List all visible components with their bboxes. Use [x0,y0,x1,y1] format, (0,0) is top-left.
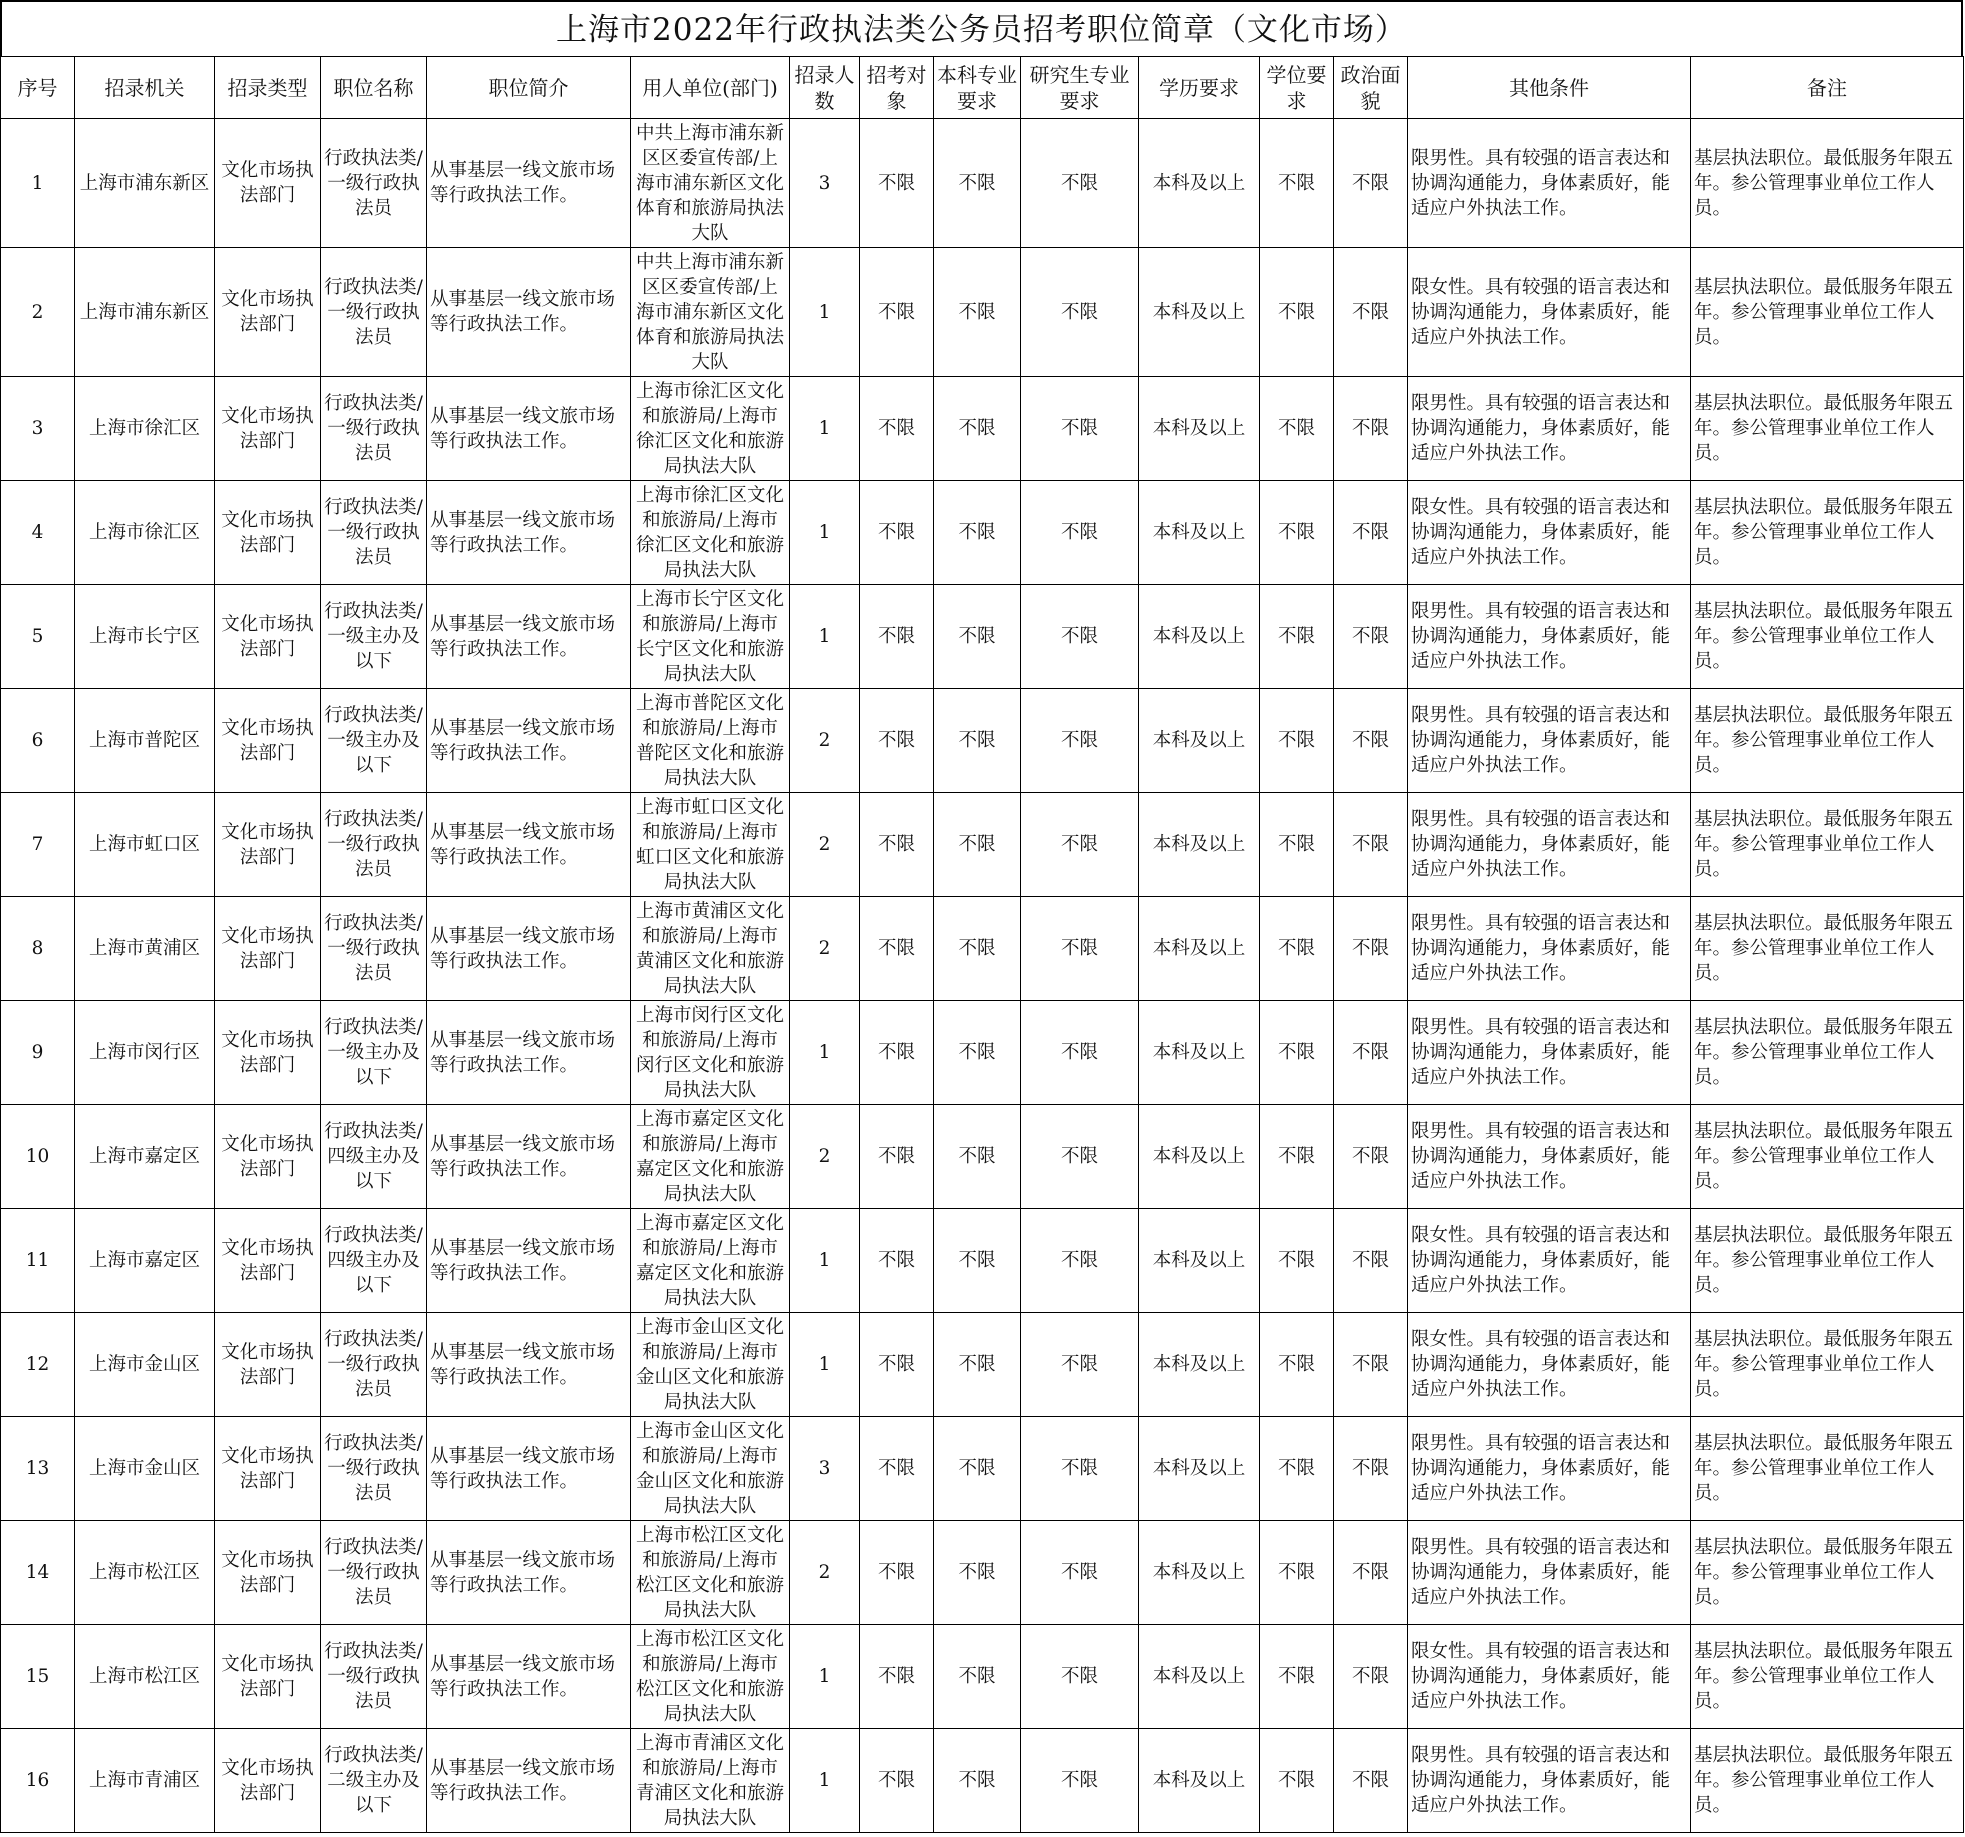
cell-type: 文化市场执法部门 [215,897,321,1001]
cell-grad-major: 不限 [1021,1521,1139,1625]
cell-seq: 15 [1,1625,75,1729]
cell-grad-major: 不限 [1021,1105,1139,1209]
cell-target: 不限 [860,1625,934,1729]
table-row [1,1105,1964,1209]
cell-degree: 不限 [1260,1521,1334,1625]
cell-political: 不限 [1334,1729,1408,1833]
cell-degree: 不限 [1260,1105,1334,1209]
cell-type: 文化市场执法部门 [215,481,321,585]
cell-org: 上海市长宁区 [75,585,215,689]
cell-target: 不限 [860,689,934,793]
cell-edu: 本科及以上 [1139,1729,1260,1833]
cell-seq: 16 [1,1729,75,1833]
cell-political: 不限 [1334,793,1408,897]
cell-org: 上海市松江区 [75,1521,215,1625]
cell-position: 行政执法类/一级行政执法员 [321,377,427,481]
cell-remark: 基层执法职位。最低服务年限五年。参公管理事业单位工作人员。 [1691,585,1964,689]
cell-edu: 本科及以上 [1139,1209,1260,1313]
table-row [1,119,1964,248]
cell-degree: 不限 [1260,481,1334,585]
cell-degree: 不限 [1260,1001,1334,1105]
cell-grad-major: 不限 [1021,1417,1139,1521]
cell-count: 1 [790,1729,860,1833]
cell-other: 限男性。具有较强的语言表达和协调沟通能力，身体素质好，能适应户外执法工作。 [1408,1521,1691,1625]
table-row [1,1521,1964,1625]
cell-edu: 本科及以上 [1139,897,1260,1001]
cell-ug-major: 不限 [934,585,1021,689]
cell-political: 不限 [1334,1313,1408,1417]
cell-position: 行政执法类/一级主办及以下 [321,585,427,689]
cell-unit: 上海市金山区文化和旅游局/上海市金山区文化和旅游局执法大队 [631,1313,790,1417]
cell-unit: 上海市松江区文化和旅游局/上海市松江区文化和旅游局执法大队 [631,1521,790,1625]
header-edu: 学历要求 [1139,57,1260,119]
cell-political: 不限 [1334,119,1408,248]
cell-seq: 14 [1,1521,75,1625]
table-row [1,585,1964,689]
cell-org: 上海市松江区 [75,1625,215,1729]
cell-desc: 从事基层一线文旅市场等行政执法工作。 [427,1001,631,1105]
cell-edu: 本科及以上 [1139,1001,1260,1105]
cell-degree: 不限 [1260,793,1334,897]
cell-seq: 2 [1,248,75,377]
cell-political: 不限 [1334,689,1408,793]
cell-edu: 本科及以上 [1139,585,1260,689]
cell-other: 限男性。具有较强的语言表达和协调沟通能力，身体素质好，能适应户外执法工作。 [1408,585,1691,689]
cell-ug-major: 不限 [934,1417,1021,1521]
cell-org: 上海市青浦区 [75,1729,215,1833]
cell-org: 上海市金山区 [75,1417,215,1521]
cell-remark: 基层执法职位。最低服务年限五年。参公管理事业单位工作人员。 [1691,481,1964,585]
cell-grad-major: 不限 [1021,793,1139,897]
cell-political: 不限 [1334,1001,1408,1105]
cell-desc: 从事基层一线文旅市场等行政执法工作。 [427,481,631,585]
cell-position: 行政执法类/一级行政执法员 [321,1625,427,1729]
cell-target: 不限 [860,481,934,585]
cell-count: 1 [790,585,860,689]
cell-count: 2 [790,689,860,793]
cell-ug-major: 不限 [934,1625,1021,1729]
cell-remark: 基层执法职位。最低服务年限五年。参公管理事业单位工作人员。 [1691,793,1964,897]
header-unit: 用人单位(部门) [631,57,790,119]
cell-political: 不限 [1334,1625,1408,1729]
table-row [1,481,1964,585]
cell-position: 行政执法类/一级行政执法员 [321,1313,427,1417]
cell-other: 限男性。具有较强的语言表达和协调沟通能力，身体素质好，能适应户外执法工作。 [1408,1001,1691,1105]
cell-type: 文化市场执法部门 [215,793,321,897]
cell-unit: 上海市长宁区文化和旅游局/上海市长宁区文化和旅游局执法大队 [631,585,790,689]
cell-type: 文化市场执法部门 [215,1417,321,1521]
cell-degree: 不限 [1260,585,1334,689]
header-type: 招录类型 [215,57,321,119]
cell-degree: 不限 [1260,1313,1334,1417]
cell-desc: 从事基层一线文旅市场等行政执法工作。 [427,1209,631,1313]
cell-other: 限男性。具有较强的语言表达和协调沟通能力，身体素质好，能适应户外执法工作。 [1408,1105,1691,1209]
cell-target: 不限 [860,1521,934,1625]
table-row [1,377,1964,481]
cell-org: 上海市嘉定区 [75,1209,215,1313]
cell-position: 行政执法类/一级行政执法员 [321,897,427,1001]
cell-political: 不限 [1334,897,1408,1001]
cell-desc: 从事基层一线文旅市场等行政执法工作。 [427,1729,631,1833]
cell-desc: 从事基层一线文旅市场等行政执法工作。 [427,119,631,248]
cell-edu: 本科及以上 [1139,1313,1260,1417]
cell-target: 不限 [860,897,934,1001]
cell-grad-major: 不限 [1021,248,1139,377]
cell-type: 文化市场执法部门 [215,585,321,689]
cell-position: 行政执法类/一级行政执法员 [321,248,427,377]
cell-degree: 不限 [1260,897,1334,1001]
cell-ug-major: 不限 [934,481,1021,585]
cell-political: 不限 [1334,377,1408,481]
cell-edu: 本科及以上 [1139,1625,1260,1729]
table-row [1,897,1964,1001]
cell-seq: 6 [1,689,75,793]
cell-remark: 基层执法职位。最低服务年限五年。参公管理事业单位工作人员。 [1691,1625,1964,1729]
cell-edu: 本科及以上 [1139,119,1260,248]
cell-degree: 不限 [1260,119,1334,248]
cell-position: 行政执法类/一级行政执法员 [321,793,427,897]
cell-org: 上海市金山区 [75,1313,215,1417]
cell-unit: 上海市徐汇区文化和旅游局/上海市徐汇区文化和旅游局执法大队 [631,481,790,585]
cell-org: 上海市普陀区 [75,689,215,793]
cell-type: 文化市场执法部门 [215,689,321,793]
cell-ug-major: 不限 [934,793,1021,897]
cell-ug-major: 不限 [934,1105,1021,1209]
cell-other: 限女性。具有较强的语言表达和协调沟通能力，身体素质好，能适应户外执法工作。 [1408,1625,1691,1729]
cell-edu: 本科及以上 [1139,1417,1260,1521]
cell-degree: 不限 [1260,1209,1334,1313]
cell-target: 不限 [860,793,934,897]
cell-org: 上海市徐汇区 [75,481,215,585]
cell-edu: 本科及以上 [1139,481,1260,585]
cell-target: 不限 [860,119,934,248]
cell-degree: 不限 [1260,248,1334,377]
cell-unit: 上海市闵行区文化和旅游局/上海市闵行区文化和旅游局执法大队 [631,1001,790,1105]
cell-desc: 从事基层一线文旅市场等行政执法工作。 [427,793,631,897]
header-political: 政治面貌 [1334,57,1408,119]
cell-seq: 1 [1,119,75,248]
cell-target: 不限 [860,1001,934,1105]
cell-degree: 不限 [1260,689,1334,793]
cell-desc: 从事基层一线文旅市场等行政执法工作。 [427,1105,631,1209]
cell-seq: 11 [1,1209,75,1313]
cell-org: 上海市浦东新区 [75,119,215,248]
cell-position: 行政执法类/二级主办及以下 [321,1729,427,1833]
header-other: 其他条件 [1408,57,1691,119]
cell-ug-major: 不限 [934,689,1021,793]
header-desc: 职位简介 [427,57,631,119]
cell-count: 2 [790,897,860,1001]
cell-position: 行政执法类/四级主办及以下 [321,1209,427,1313]
cell-position: 行政执法类/一级行政执法员 [321,1417,427,1521]
header-count: 招录人数 [790,57,860,119]
cell-count: 1 [790,248,860,377]
cell-target: 不限 [860,1209,934,1313]
cell-seq: 10 [1,1105,75,1209]
cell-seq: 8 [1,897,75,1001]
cell-count: 1 [790,1001,860,1105]
cell-remark: 基层执法职位。最低服务年限五年。参公管理事业单位工作人员。 [1691,689,1964,793]
table-row [1,248,1964,377]
cell-seq: 13 [1,1417,75,1521]
cell-type: 文化市场执法部门 [215,1521,321,1625]
table-header-row [1,57,1964,119]
cell-unit: 上海市黄浦区文化和旅游局/上海市黄浦区文化和旅游局执法大队 [631,897,790,1001]
cell-seq: 12 [1,1313,75,1417]
cell-org: 上海市虹口区 [75,793,215,897]
cell-edu: 本科及以上 [1139,793,1260,897]
cell-edu: 本科及以上 [1139,1521,1260,1625]
cell-position: 行政执法类/一级行政执法员 [321,119,427,248]
cell-position: 行政执法类/一级主办及以下 [321,689,427,793]
cell-type: 文化市场执法部门 [215,1105,321,1209]
cell-grad-major: 不限 [1021,481,1139,585]
cell-count: 1 [790,1209,860,1313]
cell-type: 文化市场执法部门 [215,1729,321,1833]
cell-remark: 基层执法职位。最低服务年限五年。参公管理事业单位工作人员。 [1691,1105,1964,1209]
cell-remark: 基层执法职位。最低服务年限五年。参公管理事业单位工作人员。 [1691,1209,1964,1313]
cell-remark: 基层执法职位。最低服务年限五年。参公管理事业单位工作人员。 [1691,119,1964,248]
cell-desc: 从事基层一线文旅市场等行政执法工作。 [427,248,631,377]
cell-other: 限男性。具有较强的语言表达和协调沟通能力，身体素质好，能适应户外执法工作。 [1408,1729,1691,1833]
cell-unit: 中共上海市浦东新区区委宣传部/上海市浦东新区文化体育和旅游局执法大队 [631,119,790,248]
cell-target: 不限 [860,1417,934,1521]
table-body [1,119,1964,1833]
header-degree: 学位要求 [1260,57,1334,119]
cell-remark: 基层执法职位。最低服务年限五年。参公管理事业单位工作人员。 [1691,1417,1964,1521]
cell-type: 文化市场执法部门 [215,1001,321,1105]
cell-ug-major: 不限 [934,248,1021,377]
cell-target: 不限 [860,1105,934,1209]
header-ug-major: 本科专业要求 [934,57,1021,119]
header-position: 职位名称 [321,57,427,119]
cell-grad-major: 不限 [1021,377,1139,481]
cell-political: 不限 [1334,585,1408,689]
header-seq: 序号 [1,57,75,119]
cell-unit: 上海市松江区文化和旅游局/上海市松江区文化和旅游局执法大队 [631,1625,790,1729]
cell-grad-major: 不限 [1021,1209,1139,1313]
cell-target: 不限 [860,1729,934,1833]
cell-type: 文化市场执法部门 [215,119,321,248]
cell-ug-major: 不限 [934,119,1021,248]
cell-position: 行政执法类/四级主办及以下 [321,1105,427,1209]
cell-remark: 基层执法职位。最低服务年限五年。参公管理事业单位工作人员。 [1691,1521,1964,1625]
cell-position: 行政执法类/一级行政执法员 [321,1521,427,1625]
cell-remark: 基层执法职位。最低服务年限五年。参公管理事业单位工作人员。 [1691,1001,1964,1105]
table-row [1,1001,1964,1105]
cell-count: 1 [790,481,860,585]
cell-seq: 9 [1,1001,75,1105]
cell-grad-major: 不限 [1021,689,1139,793]
cell-other: 限男性。具有较强的语言表达和协调沟通能力，身体素质好，能适应户外执法工作。 [1408,377,1691,481]
cell-political: 不限 [1334,1209,1408,1313]
table-row [1,689,1964,793]
cell-grad-major: 不限 [1021,897,1139,1001]
cell-desc: 从事基层一线文旅市场等行政执法工作。 [427,1313,631,1417]
header-remark: 备注 [1691,57,1964,119]
cell-edu: 本科及以上 [1139,1105,1260,1209]
cell-org: 上海市嘉定区 [75,1105,215,1209]
cell-count: 1 [790,1625,860,1729]
cell-unit: 中共上海市浦东新区区委宣传部/上海市浦东新区文化体育和旅游局执法大队 [631,248,790,377]
cell-edu: 本科及以上 [1139,248,1260,377]
table-row [1,793,1964,897]
cell-grad-major: 不限 [1021,1313,1139,1417]
cell-unit: 上海市嘉定区文化和旅游局/上海市嘉定区文化和旅游局执法大队 [631,1209,790,1313]
table-row [1,1729,1964,1833]
cell-target: 不限 [860,1313,934,1417]
cell-other: 限男性。具有较强的语言表达和协调沟通能力，身体素质好，能适应户外执法工作。 [1408,793,1691,897]
cell-other: 限男性。具有较强的语言表达和协调沟通能力，身体素质好，能适应户外执法工作。 [1408,689,1691,793]
cell-degree: 不限 [1260,1625,1334,1729]
cell-desc: 从事基层一线文旅市场等行政执法工作。 [427,1521,631,1625]
cell-remark: 基层执法职位。最低服务年限五年。参公管理事业单位工作人员。 [1691,1729,1964,1833]
cell-political: 不限 [1334,1105,1408,1209]
cell-unit: 上海市徐汇区文化和旅游局/上海市徐汇区文化和旅游局执法大队 [631,377,790,481]
positions-table [0,56,1964,1833]
cell-edu: 本科及以上 [1139,689,1260,793]
cell-desc: 从事基层一线文旅市场等行政执法工作。 [427,1625,631,1729]
cell-grad-major: 不限 [1021,585,1139,689]
cell-org: 上海市黄浦区 [75,897,215,1001]
cell-political: 不限 [1334,481,1408,585]
cell-desc: 从事基层一线文旅市场等行政执法工作。 [427,377,631,481]
cell-political: 不限 [1334,248,1408,377]
cell-ug-major: 不限 [934,1313,1021,1417]
cell-grad-major: 不限 [1021,1001,1139,1105]
cell-count: 2 [790,1105,860,1209]
cell-desc: 从事基层一线文旅市场等行政执法工作。 [427,585,631,689]
cell-remark: 基层执法职位。最低服务年限五年。参公管理事业单位工作人员。 [1691,897,1964,1001]
cell-position: 行政执法类/一级主办及以下 [321,1001,427,1105]
cell-ug-major: 不限 [934,1521,1021,1625]
cell-remark: 基层执法职位。最低服务年限五年。参公管理事业单位工作人员。 [1691,1313,1964,1417]
cell-other: 限女性。具有较强的语言表达和协调沟通能力，身体素质好，能适应户外执法工作。 [1408,248,1691,377]
cell-desc: 从事基层一线文旅市场等行政执法工作。 [427,897,631,1001]
cell-other: 限男性。具有较强的语言表达和协调沟通能力，身体素质好，能适应户外执法工作。 [1408,897,1691,1001]
cell-type: 文化市场执法部门 [215,1625,321,1729]
cell-count: 1 [790,377,860,481]
cell-type: 文化市场执法部门 [215,377,321,481]
cell-count: 3 [790,1417,860,1521]
table-row [1,1417,1964,1521]
cell-other: 限女性。具有较强的语言表达和协调沟通能力，身体素质好，能适应户外执法工作。 [1408,1313,1691,1417]
cell-org: 上海市徐汇区 [75,377,215,481]
cell-degree: 不限 [1260,1417,1334,1521]
table-row [1,1313,1964,1417]
cell-other: 限男性。具有较强的语言表达和协调沟通能力，身体素质好，能适应户外执法工作。 [1408,119,1691,248]
header-org: 招录机关 [75,57,215,119]
table-row [1,1209,1964,1313]
cell-seq: 4 [1,481,75,585]
cell-target: 不限 [860,585,934,689]
cell-count: 1 [790,1313,860,1417]
cell-edu: 本科及以上 [1139,377,1260,481]
cell-unit: 上海市虹口区文化和旅游局/上海市虹口区文化和旅游局执法大队 [631,793,790,897]
cell-degree: 不限 [1260,1729,1334,1833]
cell-ug-major: 不限 [934,1209,1021,1313]
cell-ug-major: 不限 [934,377,1021,481]
cell-type: 文化市场执法部门 [215,1313,321,1417]
cell-target: 不限 [860,248,934,377]
cell-remark: 基层执法职位。最低服务年限五年。参公管理事业单位工作人员。 [1691,377,1964,481]
cell-position: 行政执法类/一级行政执法员 [321,481,427,585]
cell-count: 2 [790,793,860,897]
cell-grad-major: 不限 [1021,1729,1139,1833]
cell-desc: 从事基层一线文旅市场等行政执法工作。 [427,1417,631,1521]
header-target: 招考对象 [860,57,934,119]
cell-org: 上海市闵行区 [75,1001,215,1105]
cell-ug-major: 不限 [934,1729,1021,1833]
cell-org: 上海市浦东新区 [75,248,215,377]
cell-ug-major: 不限 [934,897,1021,1001]
cell-political: 不限 [1334,1417,1408,1521]
cell-unit: 上海市普陀区文化和旅游局/上海市普陀区文化和旅游局执法大队 [631,689,790,793]
cell-type: 文化市场执法部门 [215,248,321,377]
cell-target: 不限 [860,377,934,481]
cell-seq: 5 [1,585,75,689]
cell-desc: 从事基层一线文旅市场等行政执法工作。 [427,689,631,793]
cell-other: 限男性。具有较强的语言表达和协调沟通能力，身体素质好，能适应户外执法工作。 [1408,1417,1691,1521]
cell-grad-major: 不限 [1021,119,1139,248]
cell-count: 3 [790,119,860,248]
cell-grad-major: 不限 [1021,1625,1139,1729]
cell-remark: 基层执法职位。最低服务年限五年。参公管理事业单位工作人员。 [1691,248,1964,377]
cell-count: 2 [790,1521,860,1625]
cell-political: 不限 [1334,1521,1408,1625]
cell-unit: 上海市金山区文化和旅游局/上海市金山区文化和旅游局执法大队 [631,1417,790,1521]
cell-seq: 3 [1,377,75,481]
cell-other: 限女性。具有较强的语言表达和协调沟通能力，身体素质好，能适应户外执法工作。 [1408,481,1691,585]
cell-seq: 7 [1,793,75,897]
cell-unit: 上海市嘉定区文化和旅游局/上海市嘉定区文化和旅游局执法大队 [631,1105,790,1209]
cell-ug-major: 不限 [934,1001,1021,1105]
table-row [1,1625,1964,1729]
header-grad-major: 研究生专业要求 [1021,57,1139,119]
cell-unit: 上海市青浦区文化和旅游局/上海市青浦区文化和旅游局执法大队 [631,1729,790,1833]
cell-type: 文化市场执法部门 [215,1209,321,1313]
cell-degree: 不限 [1260,377,1334,481]
cell-other: 限女性。具有较强的语言表达和协调沟通能力，身体素质好，能适应户外执法工作。 [1408,1209,1691,1313]
page-title: 上海市2022年行政执法类公务员招考职位简章（文化市场） [0,0,1963,56]
